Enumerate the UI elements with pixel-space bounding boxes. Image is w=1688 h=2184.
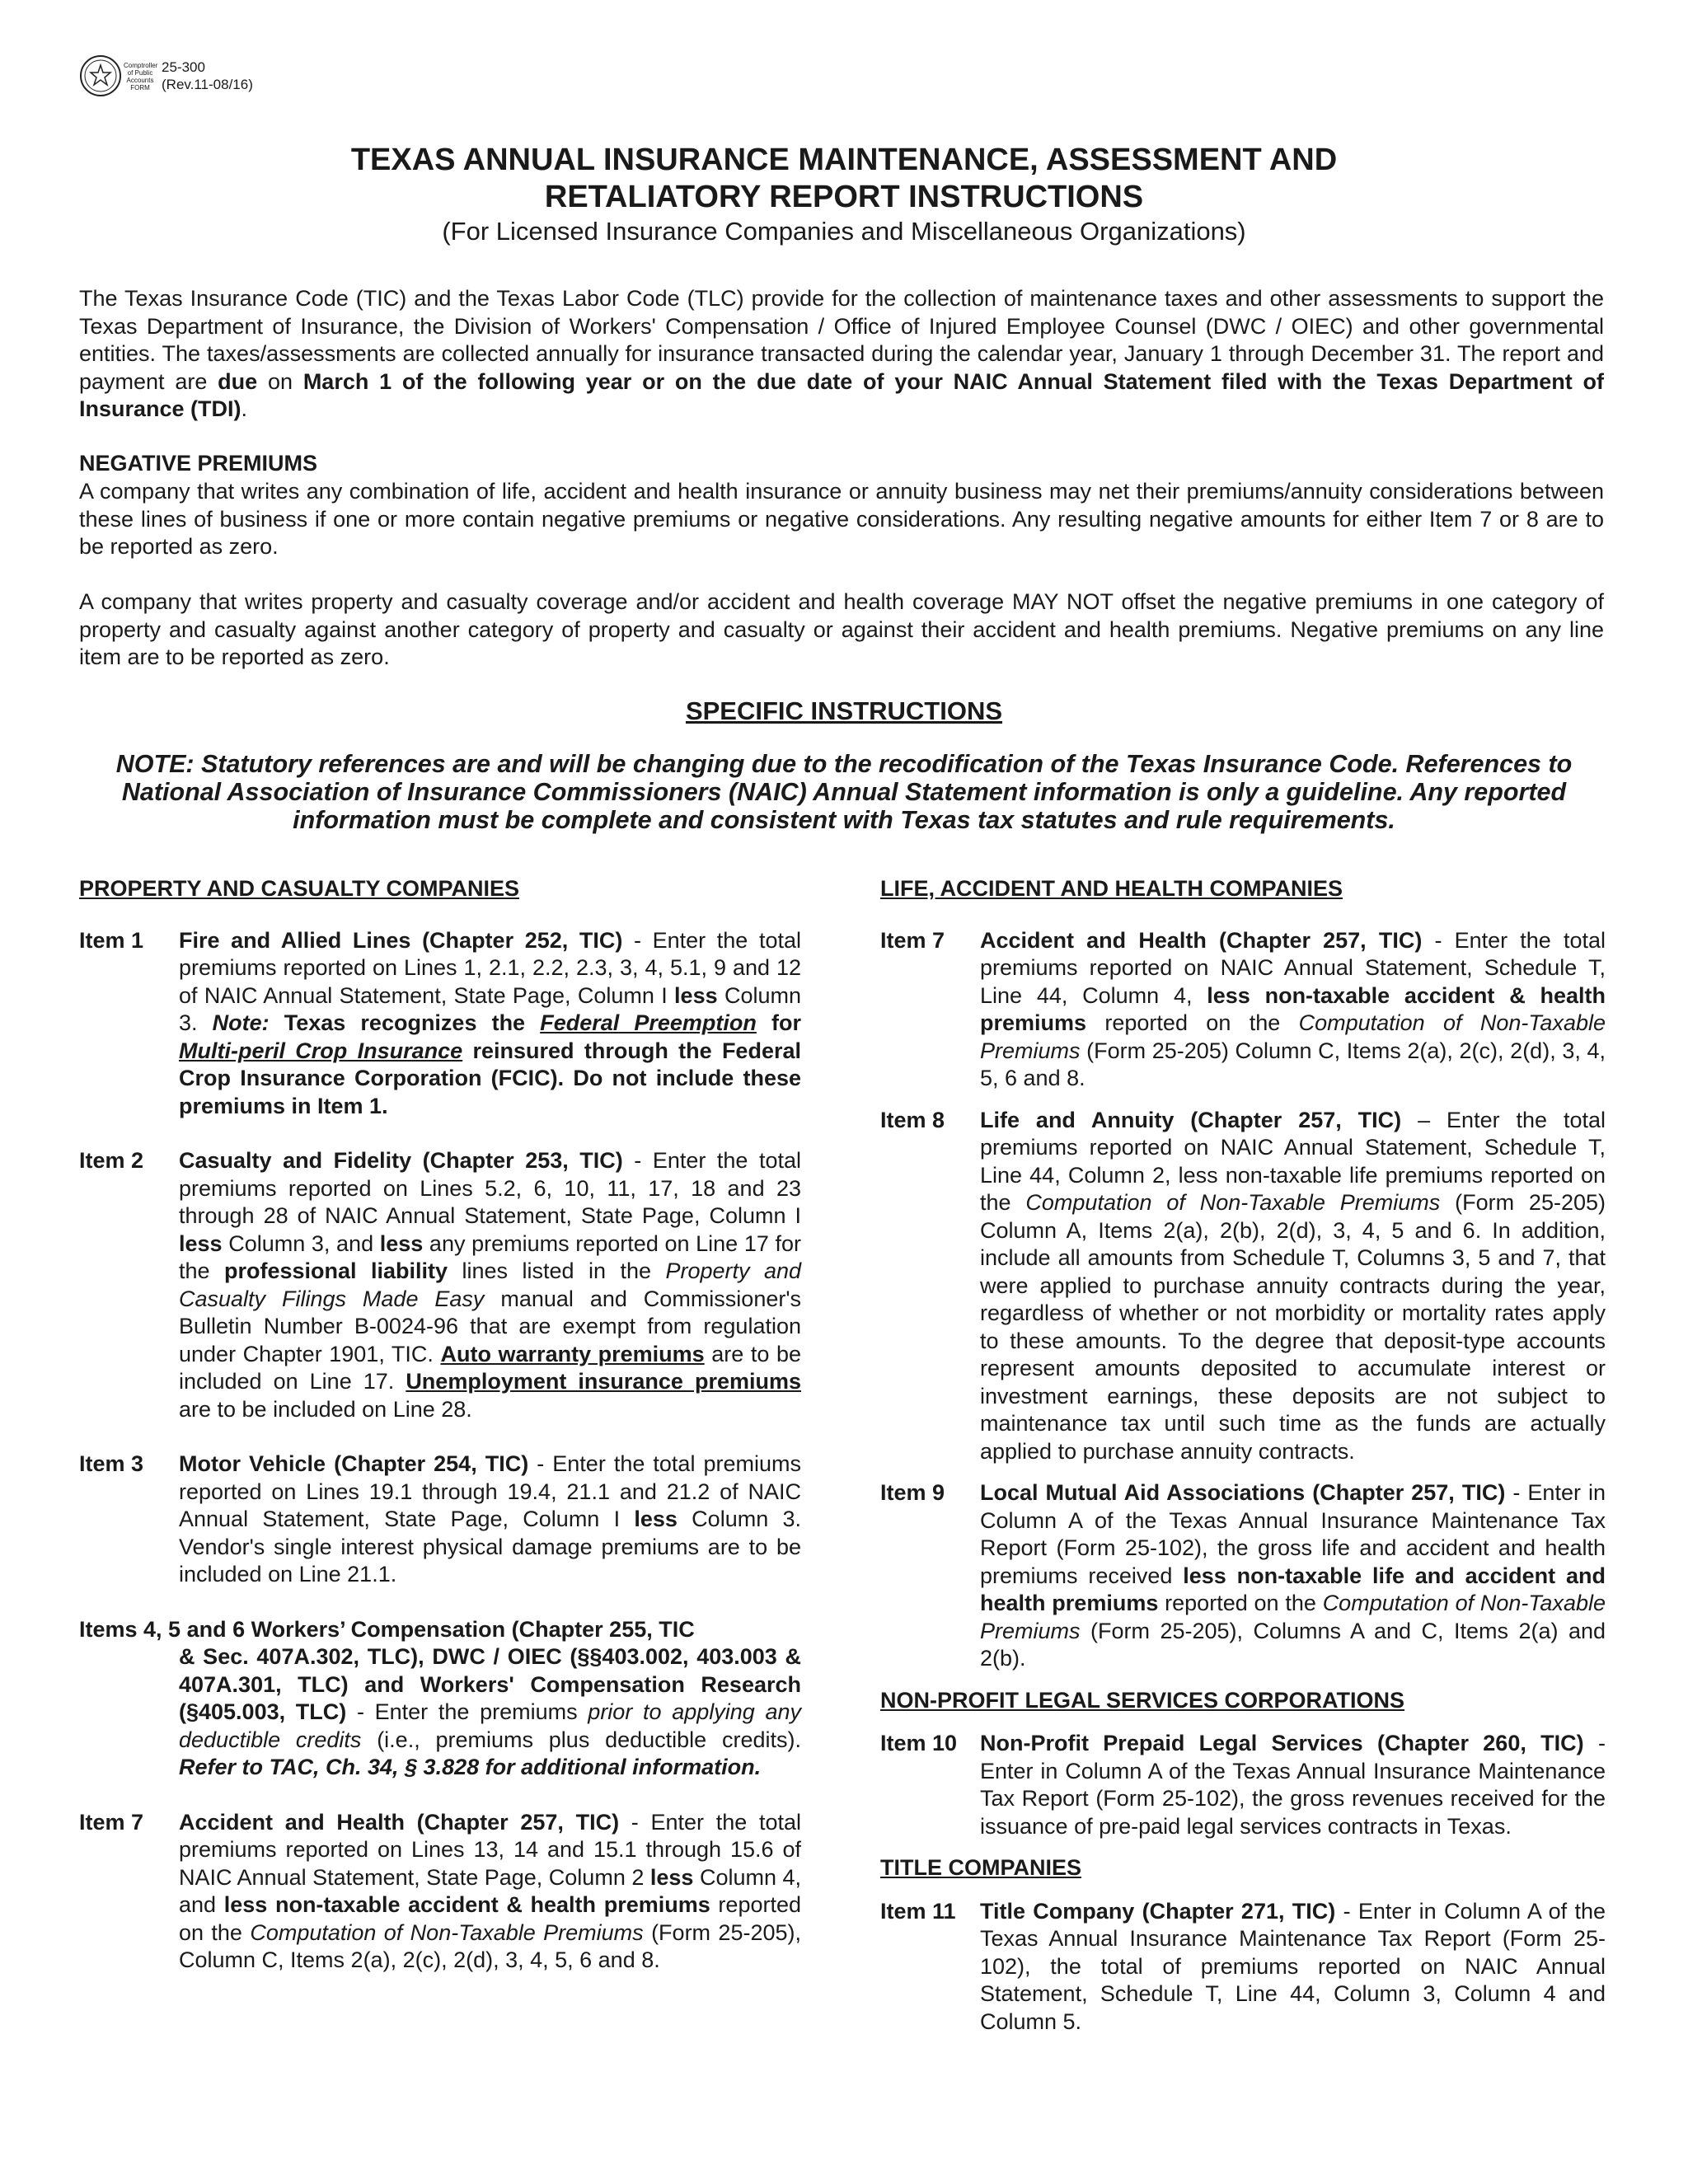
item-3 [79,1451,801,1589]
item-11 [880,1898,1606,2036]
negative-premiums-paragraph-2: A company that writes property and casualty coverage and/or accident and health coverage MAY NOT offset the negative premiums in one category of property and casualty against another category of property and casualty or against their accident and health premiums. Negative premiums on any line item are to be reported as zero. [79,589,1604,669]
title-companies-heading: TITLE COMPANIES [880,1855,1082,1880]
life-accident-health-heading: LIFE, ACCIDENT AND HEALTH COMPANIES [880,876,1343,901]
item-body: Fire and Allied Lines (Chapter 252, TIC) - Enter the total premiums reported on Lines 1, 2.1, 2.2, 2.3, 3, 4, 5.1, 9 and 12 of NAIC Annual Statement, State Page, Column I less Column 3. Note: Texas recognizes the Federal Preemption for Multi-peril Crop Insurance reinsured through the Federal Crop Insurance Corporation (FCIC). Do not include these premiums in Item 1. [179,927,801,1118]
item-label: Item 9 [880,1480,945,1505]
item-label: Item 10 [880,1731,958,1755]
title-line-1: TEXAS ANNUAL INSURANCE MAINTENANCE, ASSESSMENT AND [350,143,1338,177]
item-label: Item 11 [880,1898,956,1924]
item-body: Accident and Health (Chapter 257, TIC) - Enter the total premiums reported on NAIC Annual Statement, Schedule T, Line 44, Column 4, less non-taxable accident & health premiums reported on the Computation of Non-Taxable Premiums (Form 25-205) Column C, Items 2(a), 2(c), 2(d), 3, 4, 5, 6 and 8. [980,927,1606,1090]
item-7-life [880,927,1606,1093]
item-2 [79,1147,801,1423]
item-label: Item 8 [880,1107,945,1132]
item-label: Item 1 [79,927,144,953]
document-title [0,142,1688,247]
item-9 [880,1479,1606,1673]
seal-caption: Comptroller of Public Accounts FORM [124,62,158,91]
document-subtitle: (For Licensed Insurance Companies and Miscellaneous Organizations) [442,217,1246,246]
item-label: Item 3 [79,1451,144,1476]
property-casualty-column [79,875,801,1975]
intro-paragraph: The Texas Insurance Code (TIC) and the Texas Labor Code (TLC) provide for the collection of maintenance taxes and other assessments to support the Texas Department of Insurance, the Division of Workers' Compensation / Office of Injured Employee Counsel (DWC / OIEC) and other governmental entities. The taxes/assessments are collected annually for insurance transacted during the calendar year, January 1 through December 31. The report and payment are due on March 1 of the following year or on the due date of your NAIC Annual Statement filed with the Texas Department of Insurance (TDI). [79,286,1604,421]
item-label: Item 7 [880,927,945,953]
title-line-2: RETALIATORY REPORT INSTRUCTIONS [544,180,1144,214]
item-label: Item 7 [79,1809,144,1835]
form-header [79,54,253,97]
negative-premiums-paragraph-1: A company that writes any combination of life, accident and health insurance or annuity business may net their premiums/annuity considerations between these lines of business if one or more contain negative premiums or negative considerations. Any resulting negative amounts for either Item 7 or 8 are to be reported as zero. [79,479,1604,559]
form-id [162,59,253,93]
item-label: Item 2 [79,1148,144,1173]
item-8 [880,1107,1606,1466]
items-4-5-6-lead: Items 4, 5 and 6 Workers’ Compensation (Chapter 255, TIC [79,1616,695,1642]
form-revision: (Rev.11-08/16) [162,77,253,92]
item-body: Life and Annuity (Chapter 257, TIC) – Enter the total premiums reported on NAIC Annual Statement, Schedule T, Line 44, Column 2, less non-taxable life premiums reported on the Computation of Non-Taxable Premiums (Form 25-205) Column A, Items 2(a), 2(b), 2(d), 3, 4, 5 and 6. In addition, include all amounts from Schedule T, Columns 3, 5 and 7, that were applied to purchase annuity contracts during the year, regardless of whether or not morbidity or mortality rates apply to these amounts. To the degree that deposit-type accounts represent amounts deposited to accumulate interest or investment earnings, these deposits are not subject to maintenance tax until such time as the funds are actually applied to purchase annuity contracts. [980,1107,1606,1464]
item-body: Motor Vehicle (Chapter 254, TIC) - Enter the total premiums reported on Lines 19.1 through 19.4, 21.1 and 21.2 of NAIC Annual Statement, State Page, Column I less Column 3. Vendor's single interest physical damage premiums are to be included on Line 21.1. [179,1451,801,1586]
statutory-note: NOTE: Statutory references are and will be changing due to the recodification of the Texas Insurance Code. References to National Association of Insurance Commissioners (NAIC) Annual Statement information is only a guideline. Any reported information must be complete and consistent with Texas tax statutes and rule requirements. [115,750,1573,834]
item-10 [880,1730,1606,1840]
item-1 [79,927,801,1121]
item-body: Casualty and Fidelity (Chapter 253, TIC) - Enter the total premiums reported on Lines 5.2, 6, 10, 11, 17, 18 and 23 through 28 of NAIC Annual Statement, State Page, Column I less Column 3, and less any premiums reported on Line 17 for the professional liability lines listed in the Property and Casualty Filings Made Easy manual and Commissioner's Bulletin Number B-0024-96 that are exempt from regulation under Chapter 1901, TIC. Auto warranty premiums are to be included on Line 17. Unemployment insurance premiums are to be included on Line 28. [179,1148,802,1422]
specific-instructions-heading: SPECIFIC INSTRUCTIONS [685,696,1003,725]
items-4-5-6 [79,1616,801,1782]
items-4-5-6-body: & Sec. 407A.302, TLC), DWC / OIEC (§§403.002, 403.003 & 407A.301, TLC) and Workers' Compensation Research (§405.003, TLC) - Enter the premiums prior to applying any deductible credits (i.e., premiums plus deductible credits). Refer to TAC, Ch. 34, § 3.828 for additional information. [179,1644,801,1779]
comptroller-seal-icon [79,54,122,97]
item-body: Accident and Health (Chapter 257, TIC) - Enter the total premiums reported on Lines 13, 14 and 15.1 through 15.6 of NAIC Annual Statement, State Page, Column 2 less Column 4, and less non-taxable accident & health premiums reported on the Computation of Non-Taxable Premiums (Form 25-205), Column C, Items 2(a), 2(c), 2(d), 3, 4, 5, 6 and 8. [179,1809,802,1972]
form-number: 25-300 [162,59,205,75]
item-body: Non-Profit Prepaid Legal Services (Chapter 260, TIC) - Enter in Column A of the Texas Annual Insurance Maintenance Tax Report (Form 25-102), the gross revenues received for the issuance of pre-paid legal services contracts in Texas. [980,1731,1606,1839]
item-body: Title Company (Chapter 271, TIC) - Enter in Column A of the Texas Annual Insurance Maintenance Tax Report (Form 25-102), the total of premiums reported on NAIC Annual Statement, Schedule T, Line 44, Column 3, Column 4 and Column 5. [980,1898,1606,2034]
negative-premiums-heading: NEGATIVE PREMIUMS [79,451,318,476]
property-casualty-heading: PROPERTY AND CASUALTY COMPANIES [79,876,520,901]
item-body: Local Mutual Aid Associations (Chapter 257, TIC) - Enter in Column A of the Texas Annual Insurance Maintenance Tax Report (Form 25-102), the gross life and accident and health premiums received less non-taxable life and accident and health premiums reported on the Computation of Non-Taxable Premiums (Form 25-205), Columns A and C, Items 2(a) and 2(b). [980,1480,1606,1671]
nonprofit-legal-heading: NON-PROFIT LEGAL SERVICES CORPORATIONS [880,1687,1405,1713]
item-7-property [79,1809,801,1975]
life-accident-health-column [880,875,1606,2036]
